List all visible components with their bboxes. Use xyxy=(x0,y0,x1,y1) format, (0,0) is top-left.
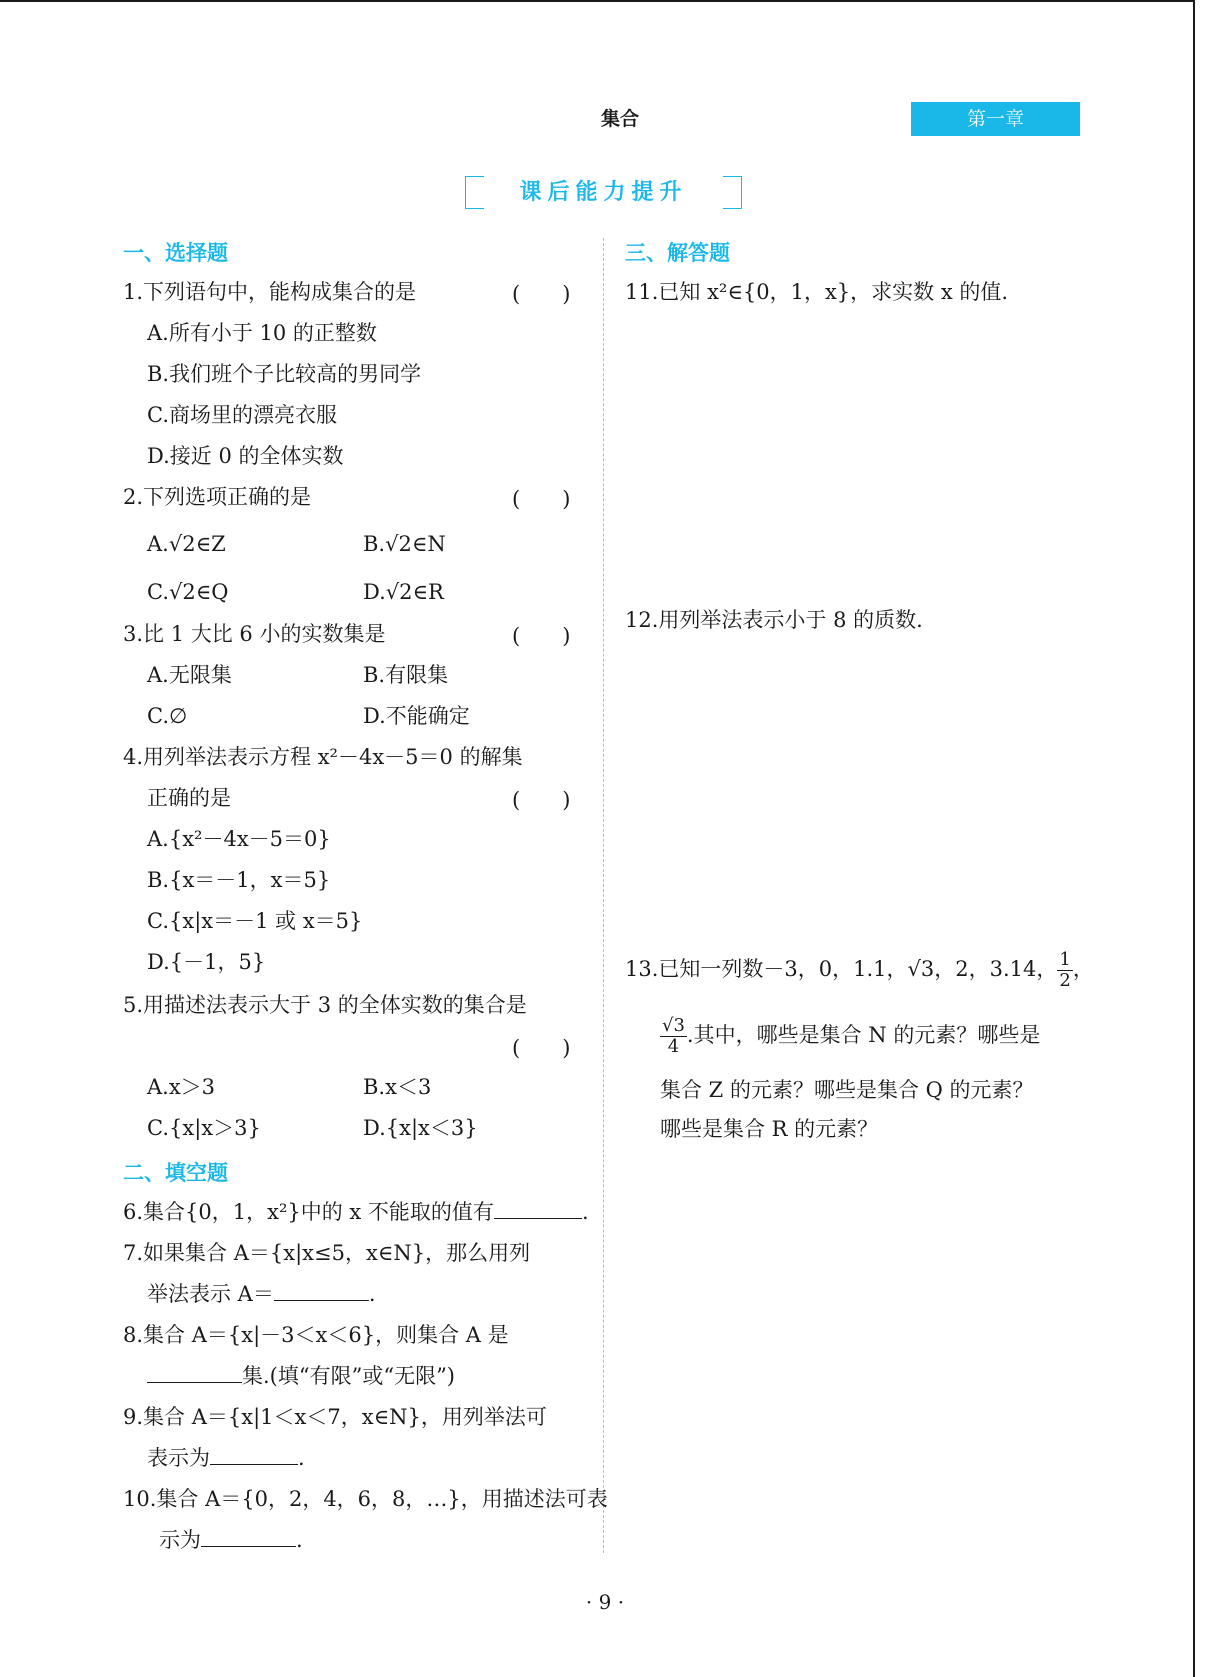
q1-option-d: D.接近 0 的全体实数 xyxy=(147,444,344,468)
q4-option-c: C.{x|x＝－1 或 x＝5} xyxy=(147,909,363,933)
q11: 11.已知 x²∈{0，1，x}，求实数 x 的值. xyxy=(625,280,1009,304)
fill-heading: 二、填空题 xyxy=(123,1161,228,1185)
q9-text: 9.集合 A＝{x|1＜x＜7，x∈N}，用列举法可 xyxy=(123,1405,547,1429)
q2-answer-paren: ( ) xyxy=(512,487,571,511)
q9-line2 xyxy=(147,1444,305,1472)
q13-frac1-num: 1 xyxy=(1059,949,1071,970)
q13-line1-end: ， xyxy=(1072,957,1094,981)
q5-answer-paren: ( ) xyxy=(512,1036,571,1060)
q7-line2 xyxy=(147,1280,376,1308)
q13-frac2-den: 4 xyxy=(667,1036,680,1057)
q13-line1 xyxy=(625,944,1094,994)
q1-stem: 1.下列语句中，能构成集合的是 xyxy=(123,280,417,304)
q12: 12.用列举法表示小于 8 的质数. xyxy=(625,608,923,632)
column-divider xyxy=(603,238,604,1553)
q13-text2: .其中，哪些是集合 N 的元素？哪些是 xyxy=(686,1023,1041,1047)
q1-option-a: A.所有小于 10 的正整数 xyxy=(147,321,377,345)
q13-line3: 集合 Z 的元素？哪些是集合 Q 的元素？ xyxy=(660,1078,1034,1102)
chapter-label: 第一章 xyxy=(911,102,1080,136)
page-number: · 9 · xyxy=(585,1590,625,1614)
q8-answer-blank[interactable] xyxy=(147,1362,242,1383)
q8-text: 8.集合 A＝{x|－3＜x＜6}，则集合 A 是 xyxy=(123,1323,509,1347)
q10-line2 xyxy=(159,1526,303,1554)
q10-text2: 示为 xyxy=(159,1528,201,1552)
q6-end: . xyxy=(581,1200,589,1224)
q13-fraction-sqrt3-over-4 xyxy=(660,1016,687,1057)
answer-heading: 三、解答题 xyxy=(625,241,730,265)
q7-end: . xyxy=(368,1282,376,1306)
q5-option-b: B.x＜3 xyxy=(363,1075,432,1099)
q7-text2: 举法表示 A＝ xyxy=(147,1282,274,1306)
q3-option-b: B.有限集 xyxy=(363,663,449,687)
q8-line2 xyxy=(147,1362,455,1390)
q2-option-d: D.√2∈R xyxy=(363,580,444,604)
q1-option-b: B.我们班个子比较高的男同学 xyxy=(147,362,422,386)
q8-text2: 集.(填“有限”或“无限”) xyxy=(242,1364,456,1388)
q13-line2 xyxy=(660,1010,1040,1060)
q3-option-c: C.∅ xyxy=(147,704,188,728)
q7-text: 7.如果集合 A＝{x|x≤5，x∈N}，那么用列 xyxy=(123,1241,531,1265)
q4-option-a: A.{x²－4x－5＝0} xyxy=(147,827,331,851)
q1-answer-paren: ( ) xyxy=(512,282,571,306)
q5-option-d: D.{x|x＜3} xyxy=(363,1116,478,1140)
q3-answer-paren: ( ) xyxy=(512,624,571,648)
q13-frac1-den: 2 xyxy=(1059,970,1071,991)
q13-line4: 哪些是集合 R 的元素？ xyxy=(660,1117,879,1141)
q6 xyxy=(123,1198,589,1226)
banner-title: 课后能力提升 xyxy=(519,180,688,205)
q4-option-b: B.{x＝－1，x＝5} xyxy=(147,868,331,892)
q5-option-a: A.x＞3 xyxy=(147,1075,216,1099)
q9-end: . xyxy=(298,1446,305,1470)
q1-option-c: C.商场里的漂亮衣服 xyxy=(147,403,337,427)
q5-option-c: C.{x|x＞3} xyxy=(147,1116,261,1140)
q13-text1: 13.已知一列数－3，0，1.1，√3，2，3.14， xyxy=(625,957,1058,981)
q5-stem: 5.用描述法表示大于 3 的全体实数的集合是 xyxy=(123,993,527,1017)
q10-end: . xyxy=(296,1528,303,1552)
q4-answer-paren: ( ) xyxy=(512,788,571,812)
q2-stem: 2.下列选项正确的是 xyxy=(123,485,312,509)
q13-frac2-num: √3 xyxy=(662,1015,685,1036)
q2-option-a: A.√2∈Z xyxy=(147,532,226,556)
q3-option-d: D.不能确定 xyxy=(363,704,470,728)
q9-answer-blank[interactable] xyxy=(210,1444,298,1465)
q2-option-c: C.√2∈Q xyxy=(147,580,229,604)
q6-text: 6.集合{0，1，x²}中的 x 不能取的值有 xyxy=(123,1200,494,1224)
q10-answer-blank[interactable] xyxy=(201,1526,296,1547)
q13-fraction-half xyxy=(1057,950,1072,991)
q9-text2: 表示为 xyxy=(147,1446,210,1470)
q3-option-a: A.无限集 xyxy=(147,663,232,687)
q3-stem: 3.比 1 大比 6 小的实数集是 xyxy=(123,622,386,646)
q2-option-b: B.√2∈N xyxy=(363,532,446,556)
q10-text: 10.集合 A＝{0，2，4，6，8，…}，用描述法可表 xyxy=(123,1487,608,1511)
q7-answer-blank[interactable] xyxy=(274,1280,369,1301)
q4-stem-continued: 正确的是 xyxy=(147,786,231,810)
q6-answer-blank[interactable] xyxy=(494,1198,582,1219)
q4-option-d: D.{－1，5} xyxy=(147,950,266,974)
q4-stem: 4.用列举法表示方程 x²－4x－5＝0 的解集 xyxy=(123,745,523,769)
choice-heading: 一、选择题 xyxy=(123,241,228,265)
section-title: 集合 xyxy=(600,108,639,130)
